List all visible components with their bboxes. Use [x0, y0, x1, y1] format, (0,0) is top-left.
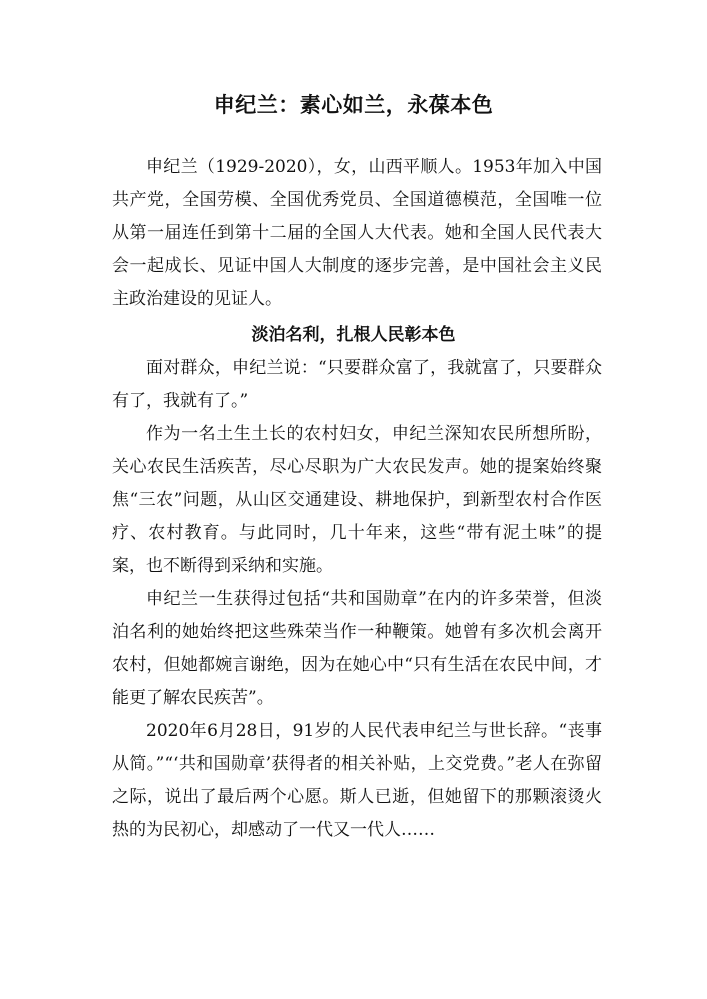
paragraph-masses-quote: 面对群众，申纪兰说：“只要群众富了，我就富了，只要群众有了，我就有了。”: [112, 358, 602, 411]
document-title: 申纪兰：素心如兰，永葆本色: [213, 93, 494, 117]
paragraph-passing: 2020年6月28日，91岁的人民代表申纪兰与世长辞。“丧事从简。”“‘共和国勋章’获得者的相关补贴，上交党费。”老人在弥留之际，说出了最后两个心愿。斯人已逝，但她留下的那颗滚烫火热的为民初心，却感动了一代又一代人……: [112, 721, 602, 840]
main-text-block: [112, 352, 602, 847]
intro-paragraph: 申纪兰（1929-2020），女，山西平顺人。1953年加入中国共产党，全国劳模、全国优秀党员、全国道德模范，全国唯一位从第一届连任到第十二届的全国人大代表。她和全国人民代表大会一起成长、见证中国人大制度的逐步完善，是中国社会主义民主政治建设的见证人。: [112, 157, 602, 309]
paragraph-rural-proposals: 作为一名土生土长的农村妇女，申纪兰深知农民所想所盼，关心农民生活疾苦，尽心尽职为广大农民发声。她的提案始终聚焦“三农”问题，从山区交通建设、耕地保护，到新型农村合作医疗、农村教育。与此同时，几十年来，这些“带有泥土味”的提案，也不断得到采纳和实施。: [112, 424, 602, 576]
intro-block: [112, 151, 602, 316]
section-heading: 淡泊名利，扎根人民彰本色: [251, 325, 456, 345]
paragraph-honors: 申纪兰一生获得过包括“共和国勋章”在内的许多荣誉，但淡泊名利的她始终把这些殊荣当作一种鞭策。她曾有多次机会离开农村，但她都婉言谢绝，因为在她心中“只有生活在农民中间，才能更了解农民疾苦”。: [112, 589, 602, 708]
